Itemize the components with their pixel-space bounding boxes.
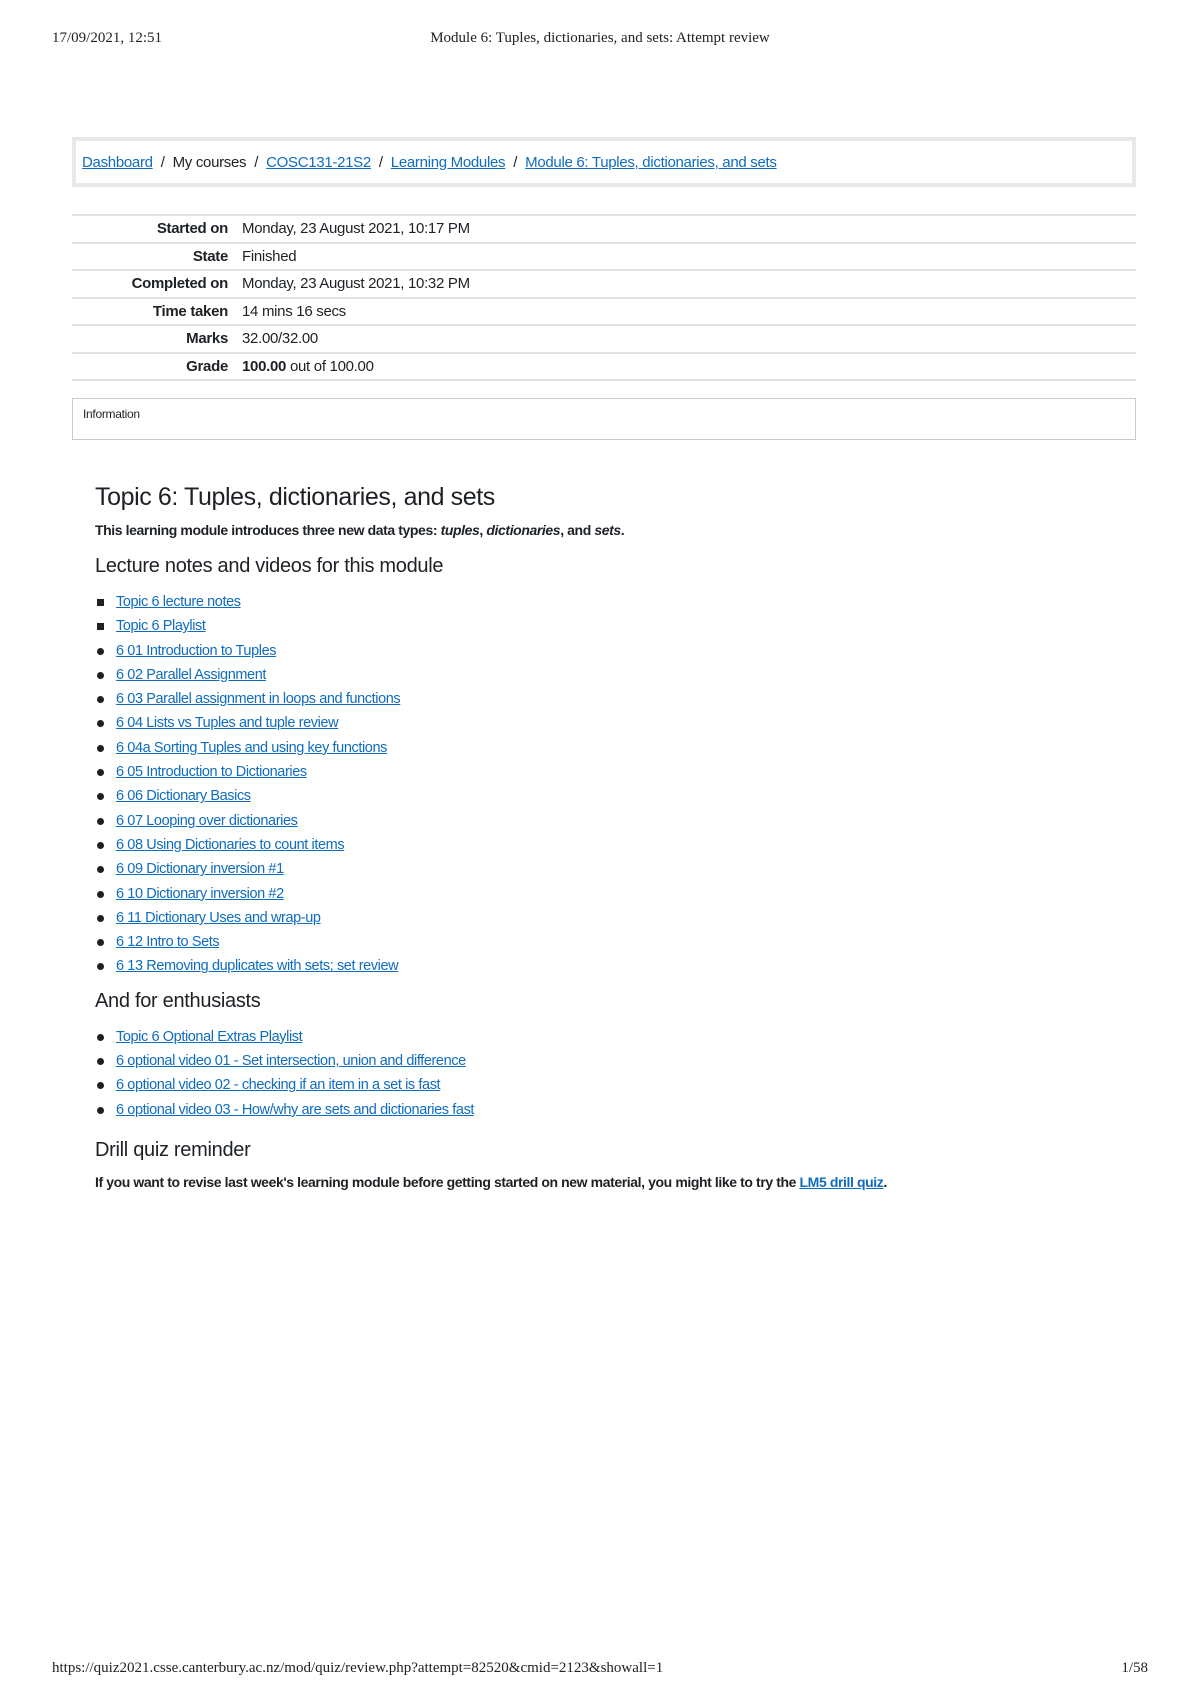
list-item <box>95 663 1135 687</box>
resource-link[interactable]: 6 01 Introduction to Tuples <box>116 642 277 659</box>
breadcrumb-separator: / <box>254 153 259 171</box>
list-item <box>95 930 1135 954</box>
list-item <box>95 809 1135 833</box>
resource-link[interactable]: 6 13 Removing duplicates with sets; set review <box>116 958 399 975</box>
drill-quiz-link[interactable]: LM5 drill quiz <box>799 1173 884 1190</box>
resource-link[interactable]: 6 04a Sorting Tuples and using key functions <box>116 739 387 756</box>
breadcrumb-separator: / <box>160 153 165 171</box>
breadcrumb-learning-modules[interactable]: Learning Modules <box>390 153 506 171</box>
bullet-icon <box>97 745 104 752</box>
resource-link[interactable]: 6 08 Using Dictionaries to count items <box>116 836 345 853</box>
resource-link[interactable]: 6 03 Parallel assignment in loops and functions <box>116 691 401 708</box>
resource-link[interactable]: 6 04 Lists vs Tuples and tuple review <box>116 715 339 732</box>
bullet-icon <box>97 672 104 679</box>
print-header <box>52 30 1148 54</box>
summary-value: 32.00/32.00 <box>242 325 1136 353</box>
print-footer <box>52 1660 1148 1684</box>
print-url: https://quiz2021.csse.canterbury.ac.nz/mod/quiz/review.php?attempt=82520&cmid=2123&showall=1 <box>52 1660 664 1676</box>
summary-label: Started on <box>72 215 242 243</box>
resource-link[interactable]: 6 07 Looping over dictionaries <box>116 812 298 829</box>
resource-link[interactable]: 6 06 Dictionary Basics <box>116 788 251 805</box>
intro-prefix: This learning module introduces three new data types: <box>95 522 441 538</box>
intro-sep: , <box>479 522 487 538</box>
print-datetime: 17/09/2021, 12:51 <box>52 30 163 46</box>
breadcrumb-separator: / <box>513 153 518 171</box>
bullet-icon <box>97 818 104 825</box>
bullet-icon <box>97 939 104 946</box>
summary-value <box>242 353 1136 381</box>
summary-label: Completed on <box>72 270 242 298</box>
resource-link[interactable]: 6 05 Introduction to Dictionaries <box>116 764 307 781</box>
bullet-icon <box>97 769 104 776</box>
list-item <box>95 687 1135 711</box>
resource-link[interactable]: 6 optional video 02 - checking if an item in a set is fast <box>116 1077 441 1094</box>
bullet-icon <box>97 1082 104 1089</box>
list-item <box>95 614 1135 638</box>
list-item <box>95 857 1135 881</box>
bullet-icon <box>97 1034 104 1041</box>
breadcrumb-course[interactable]: COSC131-21S2 <box>266 153 371 171</box>
drill-heading: Drill quiz reminder <box>95 1138 251 1161</box>
resource-link[interactable]: Topic 6 Optional Extras Playlist <box>116 1028 303 1045</box>
resource-link[interactable]: 6 10 Dictionary inversion #2 <box>116 885 284 902</box>
breadcrumb-module-6[interactable]: Module 6: Tuples, dictionaries, and sets <box>525 153 777 171</box>
summary-row-time-taken <box>72 298 1136 326</box>
summary-value: Monday, 23 August 2021, 10:32 PM <box>242 270 1136 298</box>
bullet-icon <box>97 866 104 873</box>
bullet-icon <box>97 842 104 849</box>
breadcrumb-my-courses: My courses <box>172 153 247 171</box>
list-item <box>95 760 1135 784</box>
bullet-icon <box>97 891 104 898</box>
summary-row-marks <box>72 325 1136 353</box>
list-item <box>95 954 1135 978</box>
bullet-icon <box>97 793 104 800</box>
lecture-heading: Lecture notes and videos for this module <box>95 555 444 577</box>
resource-link[interactable]: 6 11 Dictionary Uses and wrap-up <box>116 909 321 926</box>
summary-row-started-on <box>72 215 1136 243</box>
list-item <box>95 1073 1135 1097</box>
summary-label: Time taken <box>72 298 242 326</box>
summary-label: Marks <box>72 325 242 353</box>
enthusiasts-heading: And for enthusiasts <box>95 989 261 1012</box>
summary-value: 14 mins 16 secs <box>242 298 1136 326</box>
bullet-icon <box>97 1107 104 1114</box>
intro-tuples: tuples <box>440 522 480 538</box>
print-page-title: Module 6: Tuples, dictionaries, and sets: Attempt review <box>430 30 770 46</box>
summary-label: State <box>72 243 242 271</box>
resource-link[interactable]: 6 optional video 01 - Set intersection, union and difference <box>116 1053 466 1070</box>
list-item <box>95 882 1135 906</box>
breadcrumb <box>72 137 1136 187</box>
list-item <box>95 1098 1135 1122</box>
list-item <box>95 639 1135 663</box>
bullet-icon <box>97 963 104 970</box>
intro-sets: sets <box>594 522 621 538</box>
resource-link[interactable]: 6 12 Intro to Sets <box>116 934 220 951</box>
list-item <box>95 906 1135 930</box>
print-page-number: 1/58 <box>1121 1660 1148 1676</box>
lecture-links-list <box>95 590 1135 979</box>
bullet-icon <box>97 696 104 703</box>
list-item <box>95 833 1135 857</box>
list-item <box>95 736 1135 760</box>
list-item <box>95 1025 1135 1049</box>
resource-link[interactable]: 6 02 Parallel Assignment <box>116 666 266 683</box>
list-item <box>95 784 1135 808</box>
list-item <box>95 590 1135 614</box>
summary-row-state <box>72 243 1136 271</box>
enthusiast-links-list <box>95 1025 1135 1122</box>
list-item <box>95 1049 1135 1073</box>
grade-out-of: out of 100.00 <box>286 357 374 375</box>
drill-text <box>95 1174 1135 1190</box>
intro-suffix: . <box>620 522 625 538</box>
module-content <box>95 480 1135 1190</box>
bullet-icon <box>97 623 104 630</box>
bullet-icon <box>97 648 104 655</box>
resource-link[interactable]: 6 09 Dictionary inversion #1 <box>116 861 284 878</box>
summary-row-completed-on <box>72 270 1136 298</box>
bullet-icon <box>97 1058 104 1065</box>
resource-link[interactable]: 6 optional video 03 - How/why are sets and dictionaries fast <box>116 1101 475 1118</box>
topic-title: Topic 6: Tuples, dictionaries, and sets <box>95 483 495 511</box>
summary-row-grade <box>72 353 1136 381</box>
drill-text-body: If you want to revise last week's learning module before getting started on new material, you might like to try the <box>95 1173 800 1190</box>
attempt-summary-table <box>72 214 1136 381</box>
grade-score: 100.00 <box>242 357 287 375</box>
resource-link[interactable]: Topic 6 Playlist <box>116 618 206 635</box>
intro-text <box>95 522 1135 538</box>
information-label: Information <box>83 407 140 421</box>
bullet-icon <box>97 599 104 606</box>
bullet-icon <box>97 720 104 727</box>
information-box <box>72 398 1136 440</box>
bullet-icon <box>97 915 104 922</box>
drill-text-end: . <box>883 1173 887 1190</box>
summary-value: Monday, 23 August 2021, 10:17 PM <box>242 215 1136 243</box>
resource-link[interactable]: Topic 6 lecture notes <box>116 594 241 610</box>
list-item <box>95 711 1135 735</box>
intro-dictionaries: dictionaries <box>486 522 561 538</box>
summary-label: Grade <box>72 353 242 381</box>
summary-value: Finished <box>242 243 1136 271</box>
breadcrumb-dashboard[interactable]: Dashboard <box>82 153 153 171</box>
intro-sep: , and <box>560 522 595 538</box>
breadcrumb-separator: / <box>378 153 383 171</box>
